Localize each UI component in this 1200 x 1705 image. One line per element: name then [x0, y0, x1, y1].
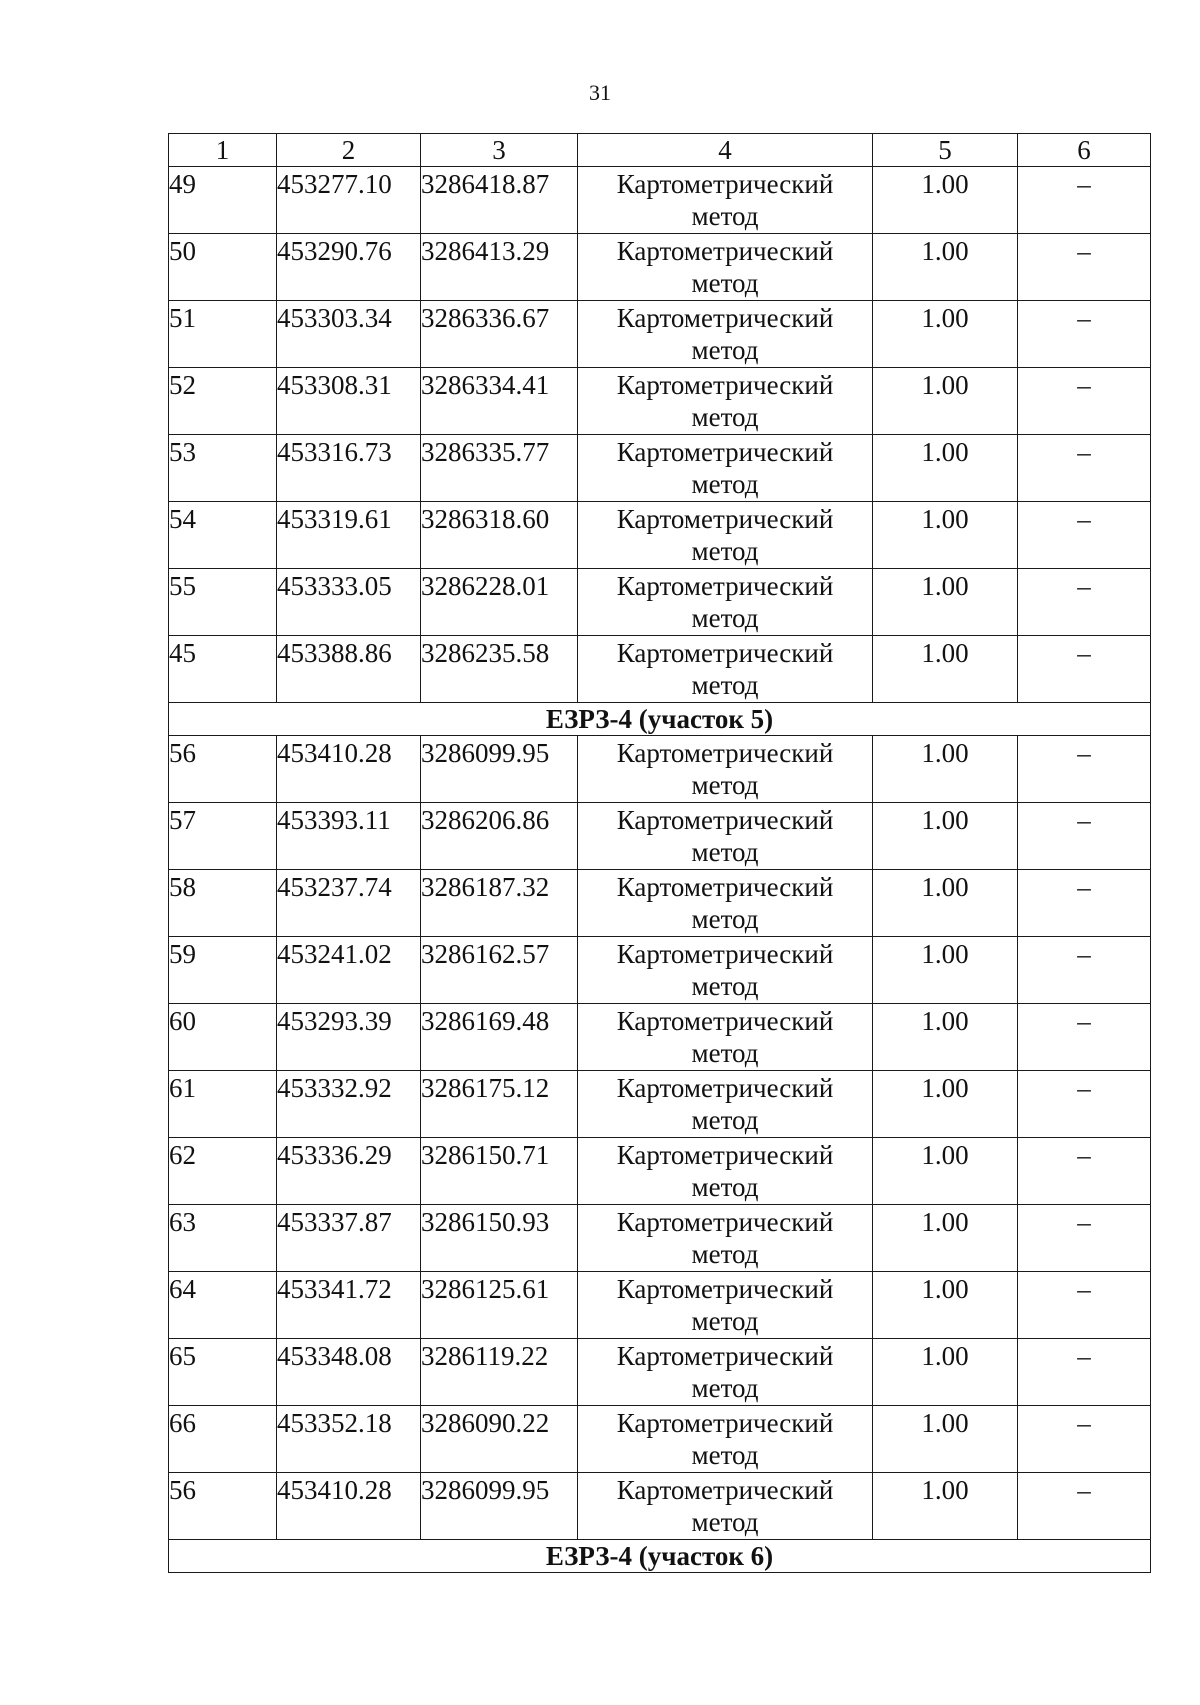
method-cell [578, 636, 873, 703]
method-line-2: метод [691, 536, 759, 566]
note: – [1018, 368, 1151, 435]
table-row [169, 1205, 1151, 1272]
coordinate-x: 453293.39 [277, 1004, 421, 1071]
table-row [169, 736, 1151, 803]
point-number: 54 [169, 502, 277, 569]
coordinate-x: 453237.74 [277, 870, 421, 937]
table-row [169, 435, 1151, 502]
coordinate-y: 3286228.01 [421, 569, 578, 636]
method-line-1: Картометрический [616, 1073, 834, 1103]
accuracy: 1.00 [873, 234, 1018, 301]
method-line-2: метод [691, 904, 759, 934]
method-line-1: Картометрический [616, 1274, 834, 1304]
method-line-2: метод [691, 1239, 759, 1269]
coordinate-y: 3286125.61 [421, 1272, 578, 1339]
coordinate-y: 3286150.93 [421, 1205, 578, 1272]
method-line-2: метод [691, 1172, 759, 1202]
method-line-1: Картометрический [616, 370, 834, 400]
accuracy: 1.00 [873, 870, 1018, 937]
coordinate-y: 3286150.71 [421, 1138, 578, 1205]
point-number: 58 [169, 870, 277, 937]
method-line-1: Картометрический [616, 1006, 834, 1036]
coordinate-x: 453332.92 [277, 1071, 421, 1138]
column-header: 1 [169, 134, 277, 167]
note: – [1018, 1004, 1151, 1071]
method-line-1: Картометрический [616, 1408, 834, 1438]
note: – [1018, 1138, 1151, 1205]
note: – [1018, 636, 1151, 703]
table-row [169, 803, 1151, 870]
point-number: 61 [169, 1071, 277, 1138]
accuracy: 1.00 [873, 1071, 1018, 1138]
method-line-2: метод [691, 469, 759, 499]
method-line-1: Картометрический [616, 504, 834, 534]
method-cell [578, 1004, 873, 1071]
coordinate-y: 3286119.22 [421, 1339, 578, 1406]
column-number-row [169, 134, 1151, 167]
accuracy: 1.00 [873, 1272, 1018, 1339]
coordinate-y: 3286099.95 [421, 1473, 578, 1540]
accuracy: 1.00 [873, 502, 1018, 569]
method-cell [578, 1406, 873, 1473]
note: – [1018, 569, 1151, 636]
point-number: 53 [169, 435, 277, 502]
method-cell [578, 1272, 873, 1339]
coordinate-y: 3286413.29 [421, 234, 578, 301]
table-row [169, 301, 1151, 368]
coordinate-y: 3286418.87 [421, 167, 578, 234]
accuracy: 1.00 [873, 937, 1018, 1004]
note: – [1018, 1473, 1151, 1540]
method-cell [578, 234, 873, 301]
note: – [1018, 736, 1151, 803]
column-header: 4 [578, 134, 873, 167]
section-header-row [169, 703, 1151, 736]
method-line-2: метод [691, 770, 759, 800]
method-line-2: метод [691, 837, 759, 867]
accuracy: 1.00 [873, 736, 1018, 803]
method-cell [578, 1339, 873, 1406]
method-line-1: Картометрический [616, 1475, 834, 1505]
table-row [169, 234, 1151, 301]
point-number: 55 [169, 569, 277, 636]
coordinate-y: 3286187.32 [421, 870, 578, 937]
table-row [169, 1004, 1151, 1071]
accuracy: 1.00 [873, 803, 1018, 870]
table-row [169, 502, 1151, 569]
point-number: 64 [169, 1272, 277, 1339]
note: – [1018, 1272, 1151, 1339]
point-number: 65 [169, 1339, 277, 1406]
method-line-2: метод [691, 670, 759, 700]
coordinate-y: 3286175.12 [421, 1071, 578, 1138]
coordinate-x: 453393.11 [277, 803, 421, 870]
coordinate-x: 453241.02 [277, 937, 421, 1004]
accuracy: 1.00 [873, 1205, 1018, 1272]
method-line-1: Картометрический [616, 1207, 834, 1237]
column-header: 3 [421, 134, 578, 167]
coordinate-y: 3286335.77 [421, 435, 578, 502]
coordinate-x: 453410.28 [277, 1473, 421, 1540]
table-row [169, 1339, 1151, 1406]
coordinate-x: 453333.05 [277, 569, 421, 636]
point-number: 51 [169, 301, 277, 368]
column-header: 2 [277, 134, 421, 167]
point-number: 50 [169, 234, 277, 301]
method-line-1: Картометрический [616, 939, 834, 969]
coordinate-y: 3286090.22 [421, 1406, 578, 1473]
coordinate-x: 453319.61 [277, 502, 421, 569]
point-number: 52 [169, 368, 277, 435]
table-row [169, 870, 1151, 937]
note: – [1018, 301, 1151, 368]
note: – [1018, 1339, 1151, 1406]
method-line-2: метод [691, 1507, 759, 1537]
note: – [1018, 803, 1151, 870]
method-cell [578, 1205, 873, 1272]
method-cell [578, 435, 873, 502]
note: – [1018, 234, 1151, 301]
accuracy: 1.00 [873, 569, 1018, 636]
note: – [1018, 870, 1151, 937]
method-cell [578, 1071, 873, 1138]
method-line-2: метод [691, 603, 759, 633]
coordinate-x: 453303.34 [277, 301, 421, 368]
coordinate-x: 453410.28 [277, 736, 421, 803]
note: – [1018, 1071, 1151, 1138]
method-line-1: Картометрический [616, 571, 834, 601]
method-cell [578, 870, 873, 937]
table-row [169, 167, 1151, 234]
method-cell [578, 569, 873, 636]
method-line-1: Картометрический [616, 303, 834, 333]
method-cell [578, 803, 873, 870]
section-title: ЕЗРЗ-4 (участок 5) [169, 703, 1151, 736]
table-row [169, 368, 1151, 435]
point-number: 56 [169, 1473, 277, 1540]
method-line-2: метод [691, 1038, 759, 1068]
point-number: 59 [169, 937, 277, 1004]
method-line-2: метод [691, 971, 759, 1001]
method-line-2: метод [691, 1373, 759, 1403]
method-line-2: метод [691, 268, 759, 298]
accuracy: 1.00 [873, 1406, 1018, 1473]
coordinate-y: 3286235.58 [421, 636, 578, 703]
point-number: 66 [169, 1406, 277, 1473]
method-line-1: Картометрический [616, 638, 834, 668]
table-row [169, 1406, 1151, 1473]
accuracy: 1.00 [873, 301, 1018, 368]
column-header: 6 [1018, 134, 1151, 167]
accuracy: 1.00 [873, 167, 1018, 234]
point-number: 56 [169, 736, 277, 803]
coordinate-x: 453337.87 [277, 1205, 421, 1272]
coordinate-x: 453308.31 [277, 368, 421, 435]
table-row [169, 1473, 1151, 1540]
coordinate-y: 3286162.57 [421, 937, 578, 1004]
method-cell [578, 368, 873, 435]
column-header: 5 [873, 134, 1018, 167]
method-line-2: метод [691, 1306, 759, 1336]
accuracy: 1.00 [873, 1138, 1018, 1205]
coordinate-y: 3286169.48 [421, 1004, 578, 1071]
method-line-1: Картометрический [616, 872, 834, 902]
coordinate-y: 3286318.60 [421, 502, 578, 569]
accuracy: 1.00 [873, 1339, 1018, 1406]
section-title: ЕЗРЗ-4 (участок 6) [169, 1540, 1151, 1573]
method-line-1: Картометрический [616, 236, 834, 266]
note: – [1018, 937, 1151, 1004]
point-number: 63 [169, 1205, 277, 1272]
coordinate-y: 3286336.67 [421, 301, 578, 368]
coordinate-y: 3286334.41 [421, 368, 578, 435]
note: – [1018, 167, 1151, 234]
coordinates-table [168, 133, 1151, 1573]
point-number: 45 [169, 636, 277, 703]
method-line-1: Картометрический [616, 1140, 834, 1170]
table-row [169, 636, 1151, 703]
method-line-1: Картометрический [616, 805, 834, 835]
point-number: 62 [169, 1138, 277, 1205]
table-row [169, 569, 1151, 636]
point-number: 57 [169, 803, 277, 870]
method-line-2: метод [691, 1105, 759, 1135]
method-cell [578, 937, 873, 1004]
coordinate-x: 453352.18 [277, 1406, 421, 1473]
coordinate-x: 453388.86 [277, 636, 421, 703]
table-row [169, 937, 1151, 1004]
section-header-row [169, 1540, 1151, 1573]
method-line-1: Картометрический [616, 169, 834, 199]
method-cell [578, 301, 873, 368]
accuracy: 1.00 [873, 368, 1018, 435]
method-cell [578, 167, 873, 234]
method-cell [578, 1138, 873, 1205]
method-cell [578, 502, 873, 569]
method-cell [578, 736, 873, 803]
table-row [169, 1272, 1151, 1339]
coordinate-x: 453348.08 [277, 1339, 421, 1406]
method-line-2: метод [691, 402, 759, 432]
page-number: 31 [589, 80, 611, 105]
note: – [1018, 1205, 1151, 1272]
method-cell [578, 1473, 873, 1540]
coordinate-x: 453316.73 [277, 435, 421, 502]
coordinate-x: 453277.10 [277, 167, 421, 234]
method-line-2: метод [691, 335, 759, 365]
coordinate-y: 3286206.86 [421, 803, 578, 870]
point-number: 60 [169, 1004, 277, 1071]
accuracy: 1.00 [873, 435, 1018, 502]
coordinate-x: 453336.29 [277, 1138, 421, 1205]
method-line-1: Картометрический [616, 1341, 834, 1371]
method-line-1: Картометрический [616, 738, 834, 768]
coordinate-x: 453341.72 [277, 1272, 421, 1339]
table-body [169, 167, 1151, 1573]
method-line-2: метод [691, 201, 759, 231]
coordinate-x: 453290.76 [277, 234, 421, 301]
accuracy: 1.00 [873, 1004, 1018, 1071]
table-row [169, 1071, 1151, 1138]
note: – [1018, 502, 1151, 569]
accuracy: 1.00 [873, 1473, 1018, 1540]
method-line-1: Картометрический [616, 437, 834, 467]
table-row [169, 1138, 1151, 1205]
point-number: 49 [169, 167, 277, 234]
note: – [1018, 1406, 1151, 1473]
note: – [1018, 435, 1151, 502]
method-line-2: метод [691, 1440, 759, 1470]
coordinate-y: 3286099.95 [421, 736, 578, 803]
accuracy: 1.00 [873, 636, 1018, 703]
